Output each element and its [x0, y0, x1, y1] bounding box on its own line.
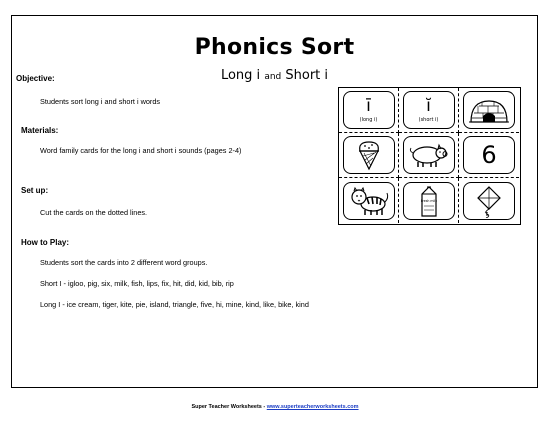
footer-text: Super Teacher Worksheets -: [191, 404, 267, 410]
setup-text: Cut the cards on the dotted lines.: [40, 208, 148, 217]
footer: [0, 404, 550, 410]
subtitle-short-i: Short i: [285, 68, 329, 83]
ice-cream-icon: [354, 139, 384, 171]
how-to-play-long-i: Long I - ice cream, tiger, kite, pie, island, triangle, five, hi, mine, kind, like, bike, kind: [40, 300, 309, 309]
page-subtitle: [12, 68, 537, 83]
setup-heading: Set up:: [21, 186, 49, 195]
six-numeral: 6: [481, 141, 497, 169]
long-i-caption: (long i): [359, 116, 378, 123]
subtitle-and: and: [264, 72, 282, 82]
card-kite: [459, 178, 519, 223]
card-pig: [399, 133, 459, 178]
footer-link[interactable]: www.superteacherworksheets.com: [266, 404, 359, 410]
short-i-caption: (short i): [418, 116, 439, 123]
card-six: [459, 133, 519, 178]
materials-heading: Materials:: [21, 126, 59, 135]
card-milk: [399, 178, 459, 223]
objective-heading: Objective:: [16, 74, 55, 83]
card-tiger: [339, 178, 399, 223]
card-igloo: [459, 88, 519, 133]
milk-carton-icon: [415, 184, 443, 218]
card-short-i: [399, 88, 459, 133]
card-long-i: [339, 88, 399, 133]
kite-icon: [472, 184, 506, 218]
milk-carton-label: Fresh milk: [420, 198, 437, 203]
materials-text: Word family cards for the long i and short i sounds (pages 2-4): [40, 146, 242, 155]
objective-text: Students sort long i and short i words: [40, 97, 161, 106]
igloo-icon: [468, 96, 510, 124]
pig-icon: [408, 141, 450, 169]
how-to-play-line1: Students sort the cards into 2 different word groups.: [40, 258, 208, 267]
card-ice-cream: [339, 133, 399, 178]
how-to-play-heading: How to Play:: [21, 238, 70, 247]
how-to-play-short-i: Short I - igloo, pig, six, milk, fish, lips, fix, hit, did, kid, bib, rip: [40, 279, 234, 288]
card-preview-grid: [338, 87, 521, 225]
long-i-letter: ī: [366, 95, 371, 116]
tiger-icon: [348, 186, 390, 216]
page-title: Phonics Sort: [194, 35, 355, 60]
subtitle-long-i: Long i: [220, 68, 261, 83]
short-i-letter: ĭ: [426, 95, 431, 116]
